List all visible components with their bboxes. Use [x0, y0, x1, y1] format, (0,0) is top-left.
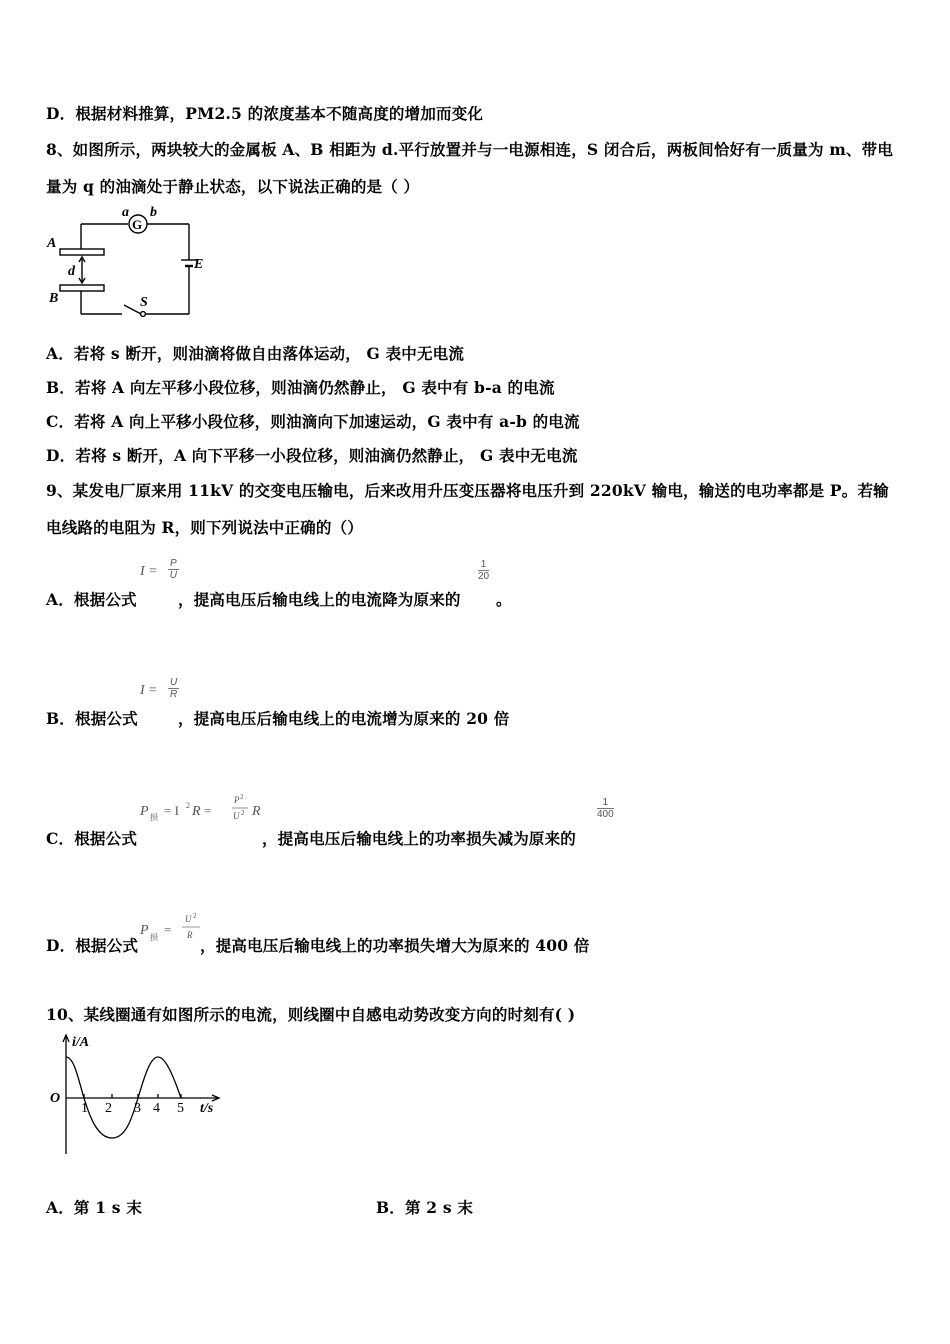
- svg-text:R: R: [187, 930, 193, 940]
- svg-text:=: =: [204, 803, 212, 818]
- q9-a-formula: I = P U: [140, 558, 177, 581]
- svg-text:P: P: [140, 804, 149, 819]
- svg-text:P: P: [234, 795, 240, 805]
- svg-text:2: 2: [241, 809, 245, 817]
- graph-xlabel: t/s: [200, 1101, 214, 1116]
- q9-d-formula: [140, 910, 206, 946]
- q9-option-d-prefix: D．根据公式: [46, 936, 139, 955]
- q8-option-d: D．若将 s 断开，A 向下平移一小段位移，则油滴仍然静止， G 表中无电流: [46, 446, 578, 465]
- svg-text:P: P: [140, 923, 149, 938]
- q9-option-a-text: ，提高电压后输电线上的电流降为原来的: [178, 590, 461, 609]
- q8-option-c: C．若将 A 向上平移小段位移，则油滴向下加速运动，G 表中有 a-b 的电流: [46, 412, 580, 431]
- tick-2: 2: [105, 1101, 112, 1116]
- label-plate-b: B: [49, 291, 59, 306]
- q7-option-d: D．根据材料推算，PM2.5 的浓度基本不随高度的增加而变化: [46, 104, 484, 123]
- q9-stem-line1: 9、某发电厂原来用 11kV 的交变电压输电，后来改用升压变压器将电压升到 220kV 输电，输送的电功率都是 P。若输: [46, 481, 889, 500]
- q10-current-graph: [44, 1030, 234, 1156]
- q9-option-b-text: ，提高电压后输电线上的电流增为原来的 20 倍: [178, 709, 510, 728]
- label-e: E: [194, 257, 204, 272]
- q9-option-a-suffix: 。: [496, 590, 512, 609]
- label-d: d: [68, 264, 75, 279]
- q9-option-d-text: ，提高电压后输电线上的功率损失增大为原来的 400 倍: [200, 936, 590, 955]
- label-plate-a: A: [47, 236, 57, 251]
- q8-circuit-figure: [44, 202, 224, 326]
- label-s: S: [140, 295, 148, 310]
- svg-text:U: U: [185, 914, 192, 924]
- tick-5: 5: [177, 1101, 184, 1116]
- svg-text:= I: = I: [164, 803, 179, 818]
- graph-origin: O: [50, 1091, 61, 1106]
- q10-option-a: A．第 1 s 末: [46, 1198, 143, 1217]
- svg-text:R: R: [192, 804, 201, 819]
- svg-text:U: U: [233, 811, 240, 821]
- svg-text:2: 2: [193, 912, 197, 920]
- q9-a-ratio: 1 20: [478, 559, 490, 582]
- q8-option-b: B．若将 A 向左平移小段位移，则油滴仍然静止， G 表中有 b-a 的电流: [46, 378, 555, 397]
- q9-b-formula: I = U R: [140, 677, 178, 700]
- svg-text:损: 损: [150, 933, 158, 942]
- q9-option-b-prefix: B．根据公式: [46, 709, 138, 728]
- label-g: G: [132, 217, 143, 232]
- svg-text:2: 2: [240, 793, 244, 801]
- tick-4: 4: [153, 1101, 160, 1116]
- q8-option-a: A．若将 s 断开，则油滴将做自由落体运动， G 表中无电流: [46, 344, 465, 363]
- q9-c-ratio: 1 400: [597, 797, 614, 820]
- svg-text:=: =: [164, 922, 172, 937]
- q10-option-b: B．第 2 s 末: [376, 1198, 474, 1217]
- q9-option-c-prefix: C．根据公式: [46, 829, 138, 848]
- label-b: b: [150, 205, 157, 220]
- q8-stem-line2: 量为 q 的油滴处于静止状态，以下说法正确的是（ ）: [46, 177, 420, 196]
- label-a: a: [122, 205, 129, 220]
- svg-text:R: R: [252, 804, 261, 819]
- q9-option-c-text: ，提高电压后输电线上的功率损失减为原来的: [262, 829, 577, 848]
- tick-3: 3: [134, 1101, 141, 1116]
- graph-ylabel: i/A: [72, 1035, 90, 1050]
- q8-stem-line1: 8、如图所示，两块较大的金属板 A、B 相距为 d.平行放置并与一电源相连，S 闭合后，两板间恰好有一质量为 m、带电: [46, 140, 894, 159]
- svg-text:2: 2: [186, 801, 190, 810]
- q9-stem-line2: 电线路的电阻为 R，则下列说法中正确的（）: [46, 518, 363, 537]
- tick-1: 1: [81, 1101, 88, 1116]
- svg-text:损: 损: [150, 813, 158, 822]
- q9-option-a-prefix: A．根据公式: [46, 590, 137, 609]
- q10-stem: 10、某线圈通有如图所示的电流，则线圈中自感电动势改变方向的时刻有( ): [46, 1005, 576, 1024]
- q9-c-formula: [140, 793, 268, 827]
